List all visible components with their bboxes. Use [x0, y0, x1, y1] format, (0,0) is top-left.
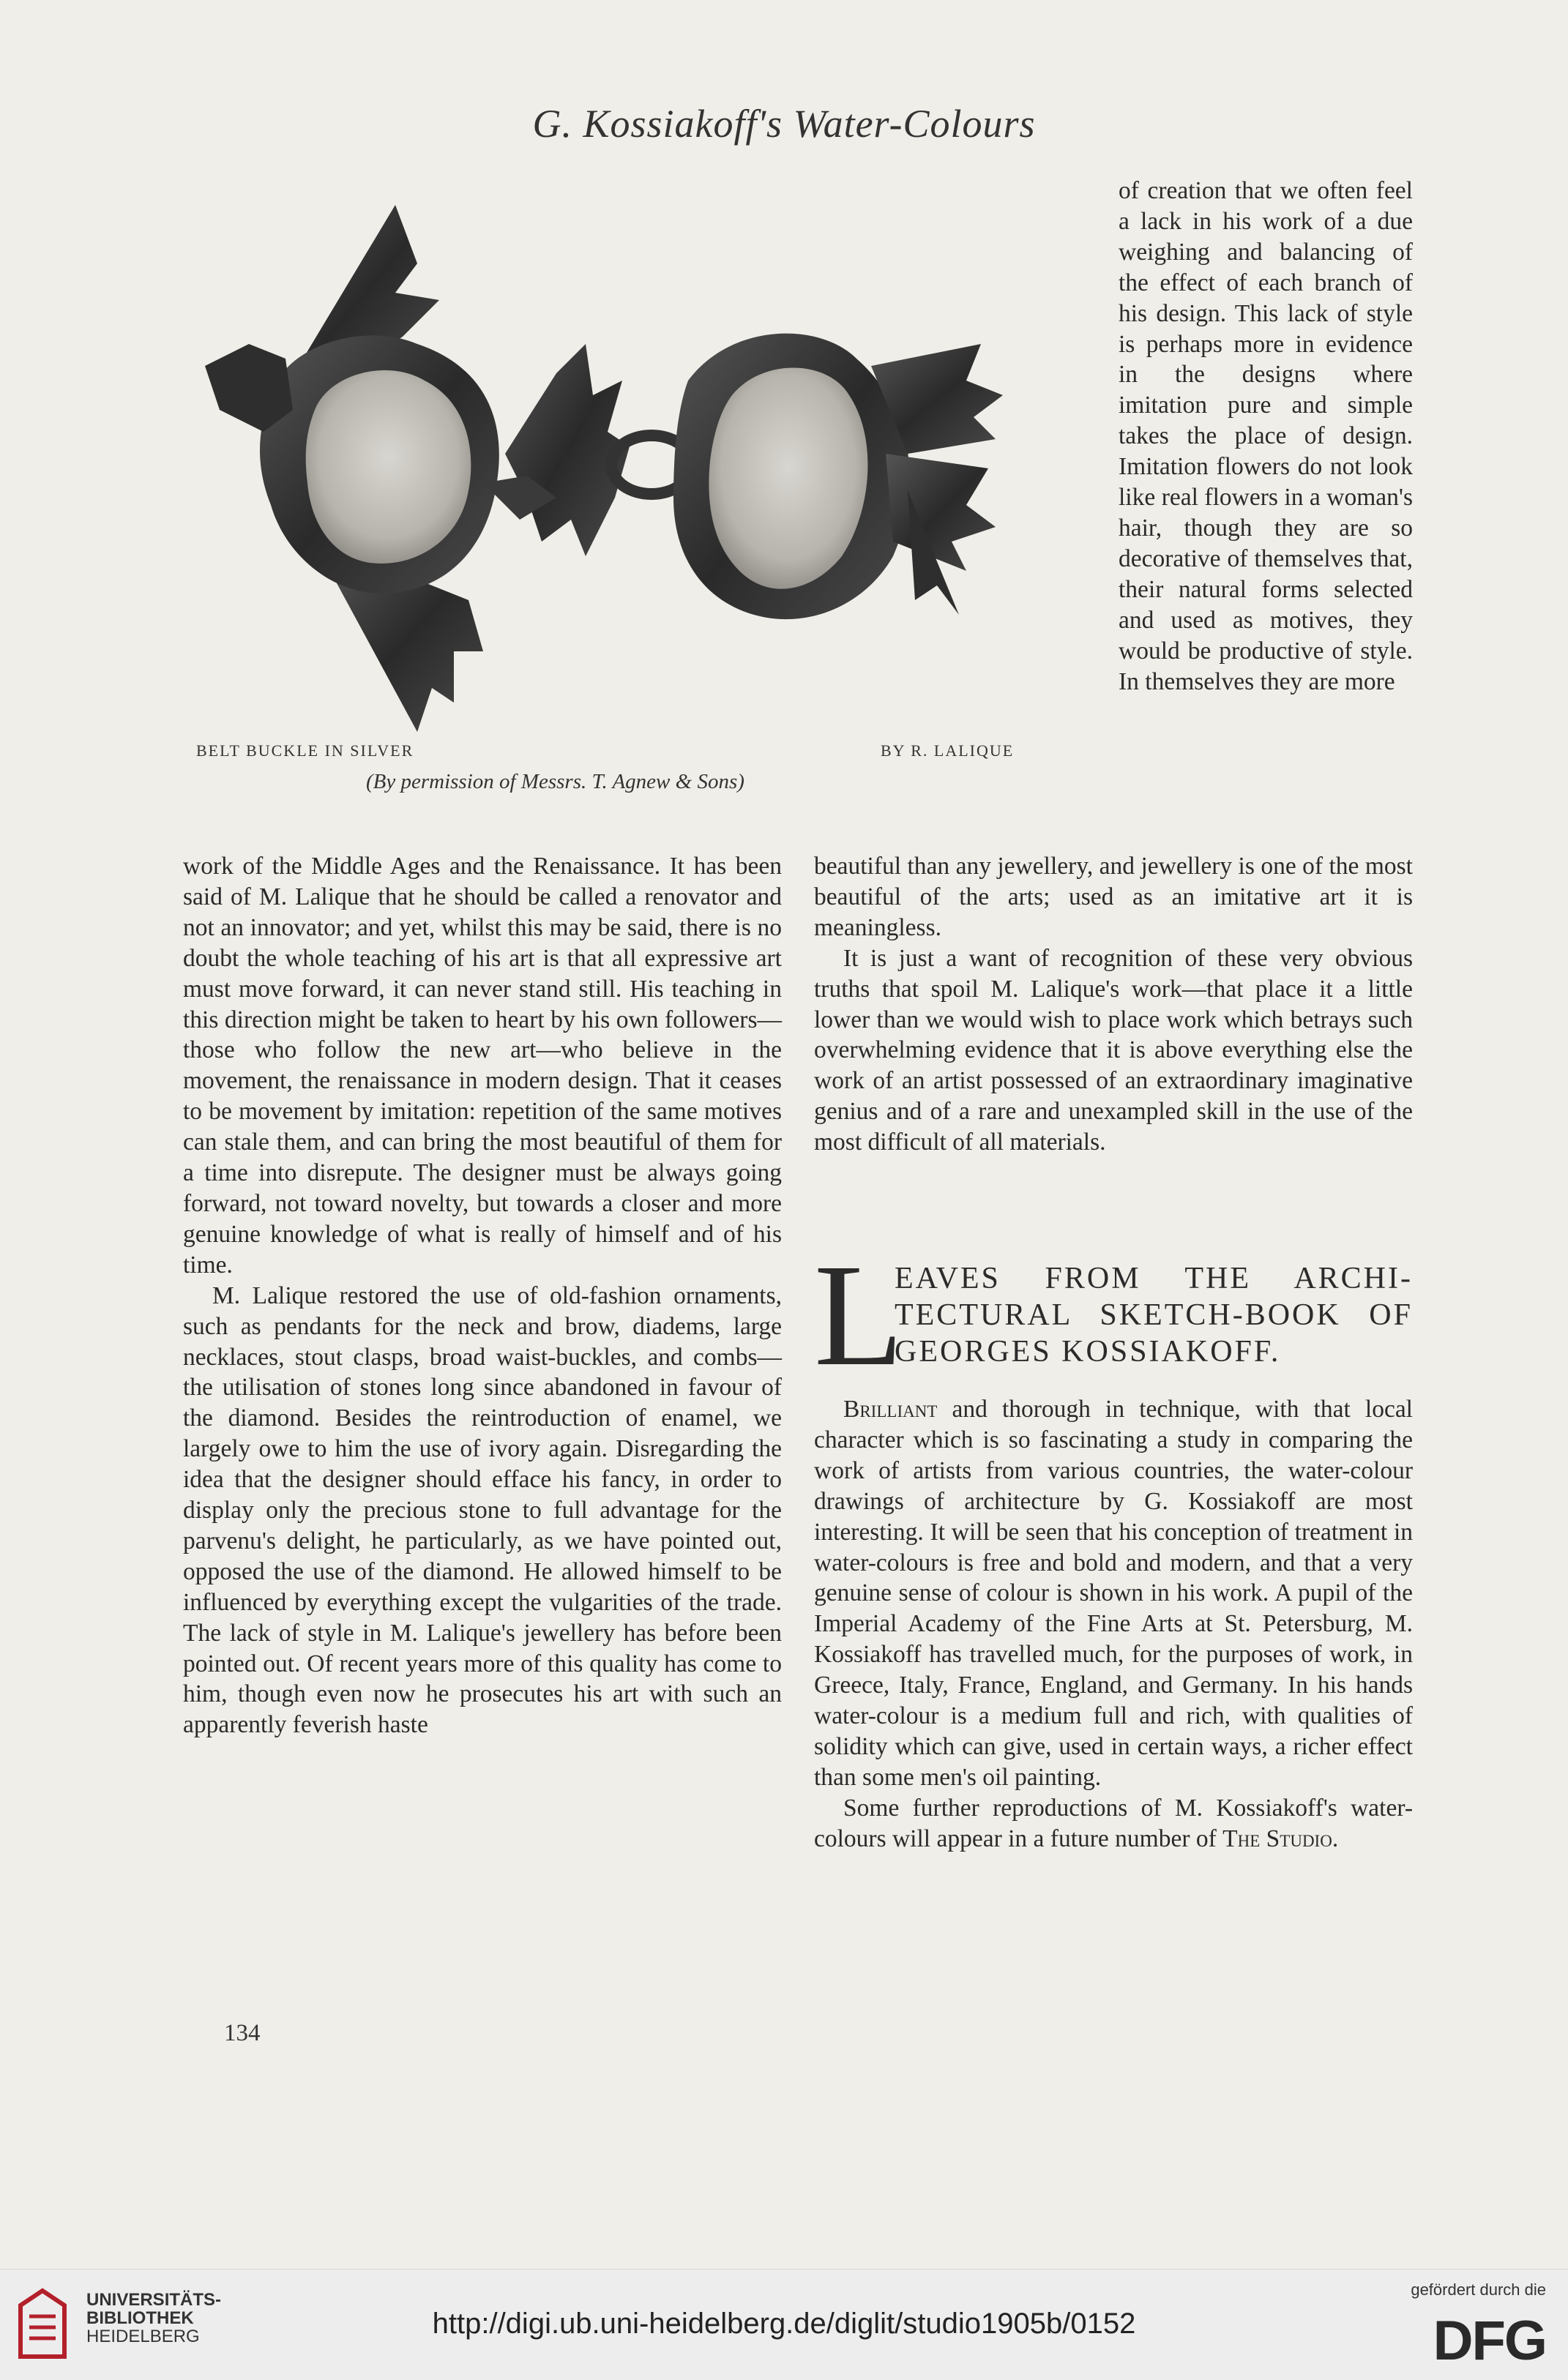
left-column	[183, 851, 782, 1740]
running-title: G. Kossiakoff's Water-Colours	[532, 102, 1036, 146]
magazine-name: The Studio.	[1222, 1825, 1339, 1852]
right-column-lower	[814, 1394, 1413, 1855]
paragraph	[814, 1793, 1413, 1855]
heading-line: GEORGES KOSSIAKOFF.	[895, 1335, 1281, 1369]
paragraph	[814, 1394, 1413, 1793]
figure-credit: (By permission of Messrs. T. Agnew & Sons)	[366, 770, 744, 793]
paragraph: beautiful than any jewellery, and jewellery is one of the most beautiful of the arts; used as an imitative art it is meaningless.	[814, 853, 1413, 941]
heading-line: EAVES FROM THE ARCHI-	[895, 1262, 1413, 1295]
paragraph: of creation that we often feel a lack in his work of a due weighing and balancing of the effect of each branch of his design. This lack of style is perhaps more in evidence in the designs where imitation pure and simple takes the place of design. Imitation flowers do not look like real flowers in a woman's hair, though they are so decorative of themselves that, their natural forms selected and used as motives, they would be productive of style. In themselves they are more	[1119, 177, 1413, 695]
paragraph-text: and thorough in technique, with that local character which is so fascinating a study in comparing the work of artists from various countries, the water-colour drawings of architecture by G. Kossiakoff are most interesting. It will be seen that his conception of treatment in water-colours is free and bold and modern, and that a very genuine sense of colour is shown in his work. A pupil of the Imperial Academy of the Fine Arts at St. Petersburg, M. Kossiakoff has travelled much, for the purposes of work, in Greece, Italy, France, England, and Germany. In his hands water-colour is a medium full and rich, with qualities of solidity which can give, used in certain ways, a richer effect than some men's oil painting.	[814, 1396, 1413, 1791]
belt-buckle-drawing	[176, 176, 1076, 754]
heading-line: TECTURAL SKETCH-BOOK OF	[895, 1298, 1413, 1332]
paragraph: It is just a want of recognition of these very obvious truths that spoil M. Lalique's work—that place it a little lower than we would wish to place work which betrays such overwhelming evidence that it is above everything else the work of an artist possessed of an extraordinary imaginative genius and of a rare and unexampled skill in the use of the most difficult of all materials.	[814, 944, 1413, 1156]
library-line: HEIDELBERG	[86, 2327, 200, 2346]
library-line: UNIVERSITÄTS-	[86, 2290, 222, 2310]
lead-word: Brilliant	[843, 1396, 938, 1423]
permalink[interactable]: http://digi.ub.uni-heidelberg.de/diglit/studio1905b/0152	[432, 2308, 1136, 2340]
funding-note: gefördert durch die	[1411, 2280, 1546, 2299]
dfg-logo: DFG	[1433, 2310, 1546, 2372]
heading-text	[895, 1260, 1413, 1370]
page-number: 134	[224, 2020, 261, 2046]
right-top-column	[1119, 176, 1413, 697]
right-column	[814, 851, 1413, 1158]
paragraph-text: Some further reproductions of M. Kossiakoff's water-colours will appear in a future number of	[814, 1794, 1413, 1852]
figure-caption-artist: BY R. LALIQUE	[881, 741, 1015, 760]
paragraph: M. Lalique restored the use of old-fashion ornaments, such as pendants for the neck and brow, diadems, large necklaces, stout clasps, broad waist-buckles, and combs—the utilisation of stones long since abandoned in favour of the diamond. Besides the reintroduction of enamel, we largely owe to him the use of ivory again. Disregarding the idea that the designer should efface his fancy, in order to display only the precious stone to full advantage for the parvenu's delight, he particularly, as we have pointed out, opposed the use of the diamond. He allowed himself to be influenced by everything except the vulgarities of the trade. The lack of style in M. Lalique's jewellery has before been pointed out. Of recent years more of this quality has come to him, though even now he prosecutes his art with such an apparently feverish haste	[183, 1281, 782, 1739]
section-heading	[814, 1235, 1413, 1396]
library-line: BIBLIOTHEK	[86, 2308, 194, 2328]
figure-caption-title: BELT BUCKLE IN SILVER	[196, 741, 414, 760]
drop-capital: L	[814, 1235, 904, 1396]
belt-buckle-illustration	[176, 176, 1076, 754]
paragraph: work of the Middle Ages and the Renaissance. It has been said of M. Lalique that he should be called a renovator and not an innovator; and yet, whilst this may be said, there is no doubt the whole teaching of his art is that all expressive art must move forward, it can never stand still. His teaching in this direction might be taken to heart by his own followers—those who follow the new art—who believe in the movement, the renaissance in modern design. That it ceases to be movement by imitation: repetition of the same motives can stale them, and can bring the most beautiful of them for a time into disrepute. The designer must be always going forward, not toward novelty, but towards a closer and more genuine knowledge of what is really of himself and of his time.	[183, 853, 782, 1279]
